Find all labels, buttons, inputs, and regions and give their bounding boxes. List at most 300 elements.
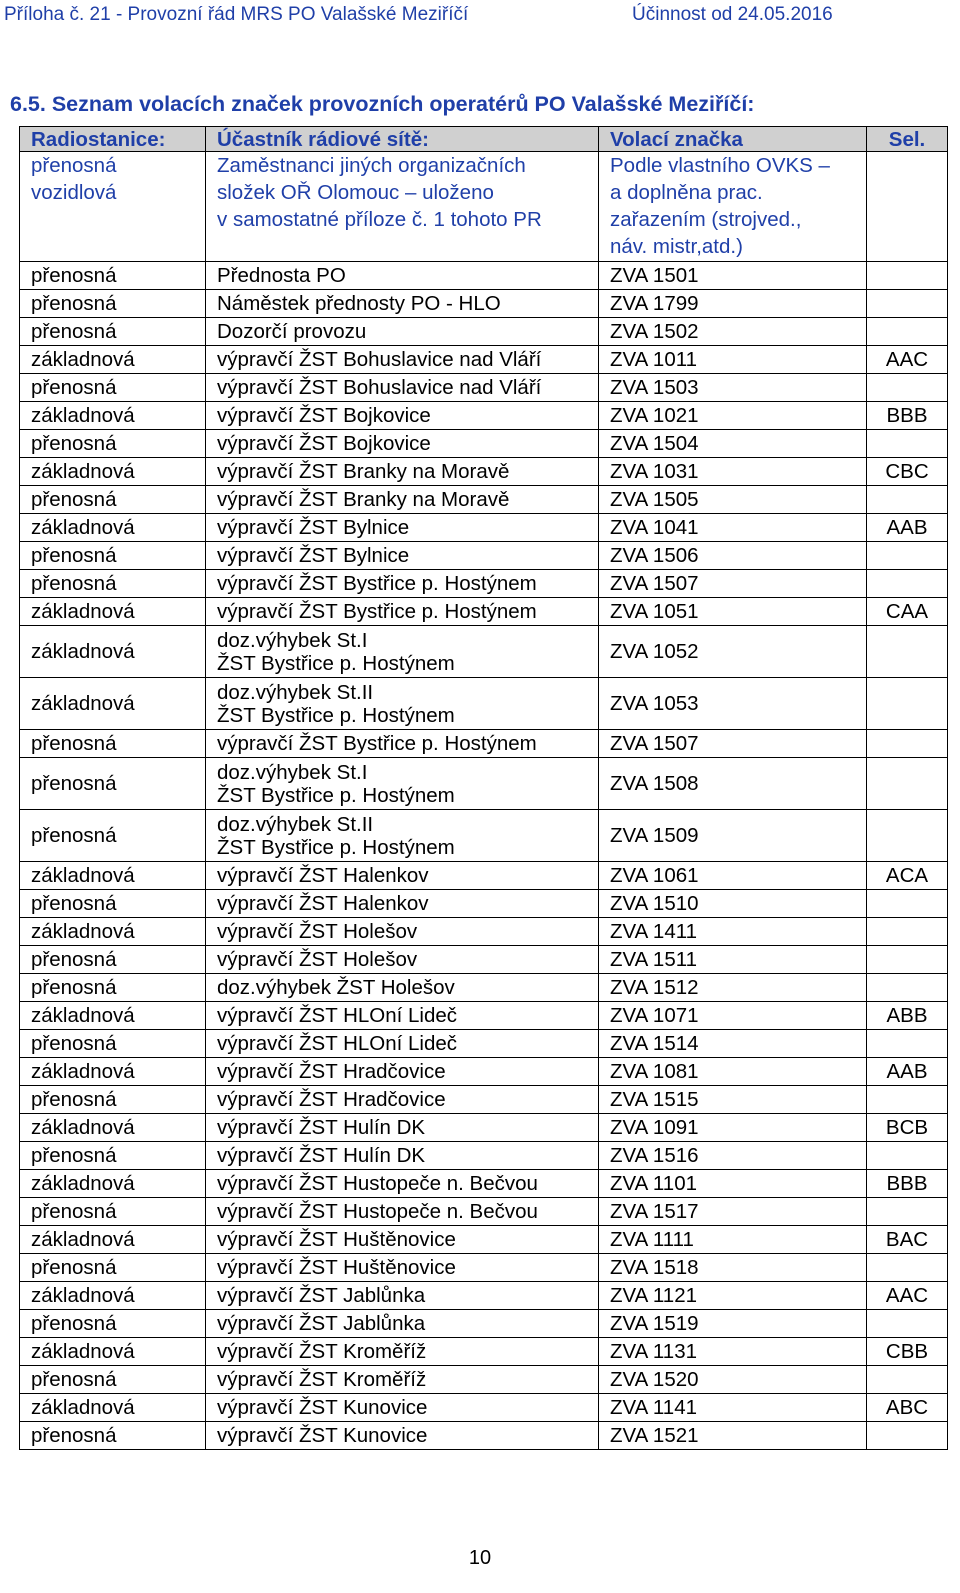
- cell-station: [20, 1226, 206, 1254]
- cell-callsign: [599, 486, 867, 514]
- cell-sel: [867, 318, 948, 346]
- cell-sel: [867, 598, 948, 626]
- cell-callsign-text: ZVA 1041: [610, 516, 699, 539]
- cell-callsign: [599, 1394, 867, 1422]
- cell-station-text: základnová: [31, 1004, 135, 1027]
- cell-station: [20, 1394, 206, 1422]
- cell-participant-text: Dozorčí provozu: [217, 320, 367, 343]
- cell-sel: [867, 542, 948, 570]
- cell-callsign-text: ZVA 1516: [610, 1144, 699, 1167]
- cell-station-text: přenosná: [31, 1200, 117, 1223]
- cell-callsign-text: ZVA 1511: [610, 948, 697, 971]
- table-row: [20, 810, 948, 862]
- cell-station: [20, 1142, 206, 1170]
- table-row: [20, 862, 948, 890]
- cell-station: [20, 946, 206, 974]
- section-title: 6.5. Seznam volacích značek provozních operatérů PO Valašské Meziříčí:: [10, 92, 755, 116]
- cell-sel: [867, 290, 948, 318]
- cell-callsign: [599, 1366, 867, 1394]
- cell-station-text: přenosná: [31, 824, 117, 847]
- cell-station-text: základnová: [31, 1060, 135, 1083]
- cell-callsign: [599, 570, 867, 598]
- table-row: [20, 152, 948, 262]
- cell-participant-text: výpravčí ŽST Bojkovice: [217, 432, 431, 455]
- callsign-table: [19, 126, 948, 1450]
- cell-station: [20, 598, 206, 626]
- cell-participant: [206, 1058, 599, 1086]
- cell-callsign: [599, 810, 867, 862]
- cell-station-text: základnová: [31, 1340, 135, 1363]
- cell-participant: [206, 946, 599, 974]
- cell-callsign-text: ZVA 1031: [610, 460, 699, 483]
- cell-station: [20, 1030, 206, 1058]
- cell-participant: [206, 890, 599, 918]
- cell-participant-text: doz.výhybek St.I ŽST Bystřice p. Hostýnem: [217, 628, 455, 675]
- cell-sel-text: BCB: [885, 1116, 929, 1139]
- cell-callsign-text: ZVA 1517: [610, 1200, 699, 1223]
- table-row: [20, 678, 948, 730]
- cell-station: [20, 918, 206, 946]
- cell-participant-text: výpravčí ŽST HLOní Lideč: [217, 1032, 458, 1055]
- cell-participant: [206, 974, 599, 1002]
- cell-callsign: [599, 598, 867, 626]
- table-row: [20, 1366, 948, 1394]
- cell-participant-text: výpravčí ŽST Hradčovice: [217, 1060, 446, 1083]
- cell-participant: [206, 1170, 599, 1198]
- table-row: [20, 318, 948, 346]
- cell-callsign: [599, 1030, 867, 1058]
- header-effective-date: Účinnost od 24.05.2016: [632, 4, 833, 25]
- cell-participant: [206, 1002, 599, 1030]
- cell-sel: [867, 626, 948, 678]
- cell-callsign: [599, 262, 867, 290]
- cell-sel: [867, 1142, 948, 1170]
- cell-callsign-text: ZVA 1506: [610, 544, 699, 567]
- cell-station-text: přenosná: [31, 572, 117, 595]
- cell-station-text: přenosná: [31, 1424, 117, 1447]
- cell-callsign: [599, 1422, 867, 1450]
- cell-station: [20, 1058, 206, 1086]
- cell-station-text: základnová: [31, 1172, 135, 1195]
- cell-station: [20, 346, 206, 374]
- cell-station-text: přenosná: [31, 892, 117, 915]
- cell-callsign: [599, 1338, 867, 1366]
- cell-callsign: [599, 1114, 867, 1142]
- cell-participant: [206, 810, 599, 862]
- cell-sel: [867, 430, 948, 458]
- column-header-sel: Sel.: [867, 127, 948, 152]
- column-header-participant: Účastník rádiové sítě:: [206, 127, 599, 152]
- cell-sel: [867, 730, 948, 758]
- table-row: [20, 1394, 948, 1422]
- cell-participant: [206, 598, 599, 626]
- cell-station: [20, 678, 206, 730]
- cell-sel: [867, 1422, 948, 1450]
- table-row: [20, 1310, 948, 1338]
- cell-participant: [206, 1114, 599, 1142]
- cell-participant-text: výpravčí ŽST Huštěnovice: [217, 1228, 456, 1251]
- cell-station-text: přenosná: [31, 488, 117, 511]
- cell-station-text: přenosná: [31, 976, 117, 999]
- cell-participant-text: výpravčí ŽST Kroměříž: [217, 1340, 427, 1363]
- cell-callsign-text: ZVA 1518: [610, 1256, 699, 1279]
- cell-participant-text: výpravčí ŽST Bohuslavice nad Vláří: [217, 376, 542, 399]
- cell-callsign: [599, 346, 867, 374]
- cell-participant: [206, 1142, 599, 1170]
- cell-participant: [206, 542, 599, 570]
- cell-station-text: základnová: [31, 1228, 135, 1251]
- table-row: [20, 1002, 948, 1030]
- cell-participant-text: výpravčí ŽST Kunovice: [217, 1424, 428, 1447]
- cell-participant: [206, 402, 599, 430]
- column-header-station: Radiostanice:: [20, 127, 206, 152]
- cell-sel: [867, 758, 948, 810]
- cell-sel-text: AAC: [885, 348, 929, 371]
- cell-station: [20, 1366, 206, 1394]
- cell-callsign: [599, 318, 867, 346]
- cell-station-text: přenosná: [31, 772, 117, 795]
- cell-participant: [206, 290, 599, 318]
- cell-station-text: přenosná: [31, 264, 117, 287]
- table-header-row: [20, 127, 948, 152]
- cell-participant-text: výpravčí ŽST HLOní Lideč: [217, 1004, 458, 1027]
- table-row: [20, 570, 948, 598]
- cell-participant-text: výpravčí ŽST Bohuslavice nad Vláří: [217, 348, 542, 371]
- table-row: [20, 514, 948, 542]
- column-header-callsign: Volací značka: [599, 127, 867, 152]
- cell-callsign-text: ZVA 1071: [610, 1004, 699, 1027]
- cell-sel: [867, 810, 948, 862]
- cell-station: [20, 458, 206, 486]
- table-row: [20, 1086, 948, 1114]
- table-row: [20, 974, 948, 1002]
- cell-callsign-text: ZVA 1061: [610, 864, 699, 887]
- cell-participant-text: výpravčí ŽST Bylnice: [217, 516, 410, 539]
- cell-callsign-text: ZVA 1507: [610, 732, 699, 755]
- cell-station-text: základnová: [31, 864, 135, 887]
- cell-sel: [867, 1058, 948, 1086]
- cell-sel: [867, 862, 948, 890]
- cell-sel: [867, 1338, 948, 1366]
- table-row: [20, 1254, 948, 1282]
- cell-sel: [867, 1198, 948, 1226]
- cell-participant: [206, 346, 599, 374]
- cell-callsign-text: ZVA 1512: [610, 976, 699, 999]
- cell-station-text: základnová: [31, 640, 135, 663]
- cell-participant: [206, 626, 599, 678]
- cell-participant-text: výpravčí ŽST Jablůnka: [217, 1312, 426, 1335]
- cell-station-text: přenosná: [31, 292, 117, 315]
- cell-sel-text: CBB: [885, 1340, 929, 1363]
- cell-station-text: základnová: [31, 404, 135, 427]
- table-row: [20, 402, 948, 430]
- cell-sel-text: BAC: [885, 1228, 929, 1251]
- table-row: [20, 1030, 948, 1058]
- cell-sel-text: ABB: [886, 1004, 928, 1027]
- cell-callsign: [599, 458, 867, 486]
- table-row: [20, 1338, 948, 1366]
- cell-sel-text: BBB: [886, 404, 928, 427]
- cell-callsign: [599, 1198, 867, 1226]
- cell-station: [20, 570, 206, 598]
- cell-participant: [206, 486, 599, 514]
- cell-callsign: [599, 1310, 867, 1338]
- cell-sel: [867, 1282, 948, 1310]
- cell-sel-text: ACA: [885, 864, 929, 887]
- cell-callsign-text: ZVA 1520: [610, 1368, 699, 1391]
- cell-participant-text: Zaměstnanci jiných organizačních složek OŘ Olomouc – uloženo v samostatné příloze č. 1 tohoto PR: [217, 154, 542, 231]
- cell-participant-text: výpravčí ŽST Kunovice: [217, 1396, 428, 1419]
- cell-station-text: přenosná: [31, 1032, 117, 1055]
- cell-callsign-text: ZVA 1501: [610, 264, 699, 287]
- cell-sel: [867, 890, 948, 918]
- cell-participant: [206, 318, 599, 346]
- cell-callsign-text: ZVA 1504: [610, 432, 699, 455]
- cell-station: [20, 402, 206, 430]
- cell-station: [20, 890, 206, 918]
- cell-callsign: [599, 974, 867, 1002]
- cell-participant-text: doz.výhybek ŽST Holešov: [217, 976, 455, 999]
- cell-participant-text: Náměstek přednosty PO - HLO: [217, 292, 501, 315]
- cell-callsign: [599, 374, 867, 402]
- cell-station: [20, 1086, 206, 1114]
- table-row: [20, 598, 948, 626]
- cell-callsign: [599, 1226, 867, 1254]
- cell-station-text: přenosná: [31, 376, 117, 399]
- cell-callsign-text: ZVA 1510: [610, 892, 699, 915]
- cell-station: [20, 1338, 206, 1366]
- cell-callsign-text: ZVA 1021: [610, 404, 699, 427]
- cell-participant: [206, 1310, 599, 1338]
- cell-sel: [867, 486, 948, 514]
- cell-participant: [206, 374, 599, 402]
- cell-callsign: [599, 1058, 867, 1086]
- cell-callsign: [599, 1254, 867, 1282]
- cell-sel: [867, 1254, 948, 1282]
- cell-callsign: [599, 730, 867, 758]
- cell-participant: [206, 570, 599, 598]
- cell-sel: [867, 374, 948, 402]
- cell-sel: [867, 1310, 948, 1338]
- table-row: [20, 1282, 948, 1310]
- cell-callsign: [599, 678, 867, 730]
- cell-participant-text: výpravčí ŽST Hulín DK: [217, 1144, 426, 1167]
- cell-callsign: [599, 862, 867, 890]
- cell-station-text: přenosná: [31, 1368, 117, 1391]
- cell-callsign-text: ZVA 1411: [610, 920, 697, 943]
- cell-sel: [867, 1394, 948, 1422]
- table-row: [20, 1226, 948, 1254]
- cell-participant-text: výpravčí ŽST Hulín DK: [217, 1116, 426, 1139]
- cell-sel: [867, 152, 948, 262]
- cell-participant: [206, 1226, 599, 1254]
- cell-callsign: [599, 890, 867, 918]
- cell-sel: [867, 402, 948, 430]
- cell-participant-text: výpravčí ŽST Huštěnovice: [217, 1256, 456, 1279]
- cell-participant-text: výpravčí ŽST Holešov: [217, 948, 418, 971]
- cell-participant-text: Přednosta PO: [217, 264, 346, 287]
- cell-callsign-text: ZVA 1111: [610, 1228, 694, 1251]
- cell-station: [20, 1170, 206, 1198]
- cell-station-text: základnová: [31, 1396, 135, 1419]
- cell-sel-text: CBC: [885, 460, 929, 483]
- cell-sel-text: AAC: [885, 1284, 929, 1307]
- cell-callsign-text: ZVA 1141: [610, 1396, 697, 1419]
- cell-station: [20, 318, 206, 346]
- cell-callsign-text: ZVA 1515: [610, 1088, 699, 1111]
- cell-callsign-text: ZVA 1101: [610, 1172, 697, 1195]
- cell-callsign: [599, 430, 867, 458]
- table-row: [20, 486, 948, 514]
- table-row: [20, 758, 948, 810]
- cell-station-text: základnová: [31, 460, 135, 483]
- table-row: [20, 918, 948, 946]
- table-row: [20, 626, 948, 678]
- cell-participant: [206, 1254, 599, 1282]
- cell-callsign-text: ZVA 1502: [610, 320, 699, 343]
- page-number: 10: [468, 1547, 492, 1569]
- cell-station-text: základnová: [31, 348, 135, 371]
- cell-station: [20, 862, 206, 890]
- cell-participant-text: výpravčí ŽST Halenkov: [217, 892, 429, 915]
- cell-station: [20, 430, 206, 458]
- cell-participant-text: doz.výhybek St.II ŽST Bystřice p. Hostýnem: [217, 812, 455, 859]
- cell-participant: [206, 1394, 599, 1422]
- cell-callsign: [599, 290, 867, 318]
- cell-station: [20, 1114, 206, 1142]
- cell-callsign-text: ZVA 1521: [610, 1424, 699, 1447]
- cell-sel-text: AAB: [886, 516, 928, 539]
- cell-participant-text: výpravčí ŽST Bojkovice: [217, 404, 431, 427]
- table-row: [20, 290, 948, 318]
- cell-participant-text: výpravčí ŽST Branky na Moravě: [217, 488, 510, 511]
- cell-callsign-text: ZVA 1053: [610, 692, 699, 715]
- cell-callsign: [599, 946, 867, 974]
- cell-callsign: [599, 402, 867, 430]
- cell-participant: [206, 1198, 599, 1226]
- cell-sel: [867, 1002, 948, 1030]
- table-row: [20, 946, 948, 974]
- cell-callsign-text: ZVA 1131: [610, 1340, 697, 1363]
- cell-callsign-text: ZVA 1508: [610, 772, 699, 795]
- cell-participant-text: výpravčí ŽST Bylnice: [217, 544, 410, 567]
- cell-sel-text: AAB: [886, 1060, 928, 1083]
- cell-participant-text: doz.výhybek St.II ŽST Bystřice p. Hostýnem: [217, 680, 455, 727]
- cell-participant-text: výpravčí ŽST Holešov: [217, 920, 418, 943]
- cell-station-text: přenosná: [31, 432, 117, 455]
- cell-callsign: [599, 542, 867, 570]
- table-row: [20, 346, 948, 374]
- cell-participant-text: výpravčí ŽST Hradčovice: [217, 1088, 446, 1111]
- cell-callsign-text: ZVA 1507: [610, 572, 699, 595]
- cell-participant: [206, 430, 599, 458]
- cell-participant-text: výpravčí ŽST Hustopeče n. Bečvou: [217, 1172, 538, 1195]
- cell-station-text: základnová: [31, 692, 135, 715]
- cell-station: [20, 1422, 206, 1450]
- cell-participant: [206, 514, 599, 542]
- cell-participant: [206, 152, 599, 262]
- cell-participant-text: výpravčí ŽST Kroměříž: [217, 1368, 427, 1391]
- cell-participant: [206, 862, 599, 890]
- cell-callsign: [599, 1086, 867, 1114]
- cell-participant: [206, 262, 599, 290]
- cell-callsign-text: ZVA 1052: [610, 640, 699, 663]
- cell-participant: [206, 678, 599, 730]
- cell-station: [20, 542, 206, 570]
- table-row: [20, 890, 948, 918]
- cell-station-text: přenosná: [31, 948, 117, 971]
- cell-station: [20, 1002, 206, 1030]
- cell-callsign-text: ZVA 1514: [610, 1032, 699, 1055]
- cell-sel: [867, 1226, 948, 1254]
- cell-sel: [867, 570, 948, 598]
- cell-callsign-text: ZVA 1505: [610, 488, 699, 511]
- cell-callsign: [599, 1170, 867, 1198]
- cell-participant: [206, 1282, 599, 1310]
- cell-participant-text: výpravčí ŽST Bystřice p. Hostýnem: [217, 572, 537, 595]
- header-document-title: Příloha č. 21 - Provozní řád MRS PO Valašské Meziříčí: [4, 4, 469, 25]
- cell-callsign-text: ZVA 1799: [610, 292, 699, 315]
- cell-participant: [206, 1086, 599, 1114]
- table-row: [20, 458, 948, 486]
- cell-station: [20, 1254, 206, 1282]
- cell-station: [20, 262, 206, 290]
- cell-sel: [867, 918, 948, 946]
- cell-station: [20, 374, 206, 402]
- cell-station: [20, 1310, 206, 1338]
- cell-callsign-text: ZVA 1051: [610, 600, 699, 623]
- cell-callsign: [599, 1142, 867, 1170]
- cell-station: [20, 626, 206, 678]
- table-row: [20, 542, 948, 570]
- cell-callsign: [599, 514, 867, 542]
- cell-station-text: přenosná vozidlová: [31, 154, 117, 204]
- cell-sel: [867, 678, 948, 730]
- cell-callsign: [599, 626, 867, 678]
- cell-station: [20, 290, 206, 318]
- table-row: [20, 1198, 948, 1226]
- cell-participant: [206, 1366, 599, 1394]
- table-row: [20, 1058, 948, 1086]
- cell-station-text: základnová: [31, 516, 135, 539]
- cell-participant: [206, 730, 599, 758]
- table-row: [20, 430, 948, 458]
- cell-callsign-text: ZVA 1091: [610, 1116, 699, 1139]
- cell-sel: [867, 262, 948, 290]
- cell-sel: [867, 1114, 948, 1142]
- cell-participant: [206, 1422, 599, 1450]
- cell-participant-text: doz.výhybek St.I ŽST Bystřice p. Hostýnem: [217, 760, 455, 807]
- cell-callsign-text: ZVA 1503: [610, 376, 699, 399]
- cell-sel: [867, 946, 948, 974]
- cell-callsign-text: Podle vlastního OVKS – a doplněna prac. zařazením (strojved., náv. mistr,atd.): [610, 154, 830, 258]
- cell-station-text: základnová: [31, 1284, 135, 1307]
- table-row: [20, 1170, 948, 1198]
- cell-sel-text: CAA: [885, 600, 929, 623]
- cell-participant: [206, 1338, 599, 1366]
- cell-station: [20, 758, 206, 810]
- table-row: [20, 1114, 948, 1142]
- cell-callsign: [599, 1282, 867, 1310]
- cell-callsign-text: ZVA 1011: [610, 348, 697, 371]
- cell-sel: [867, 974, 948, 1002]
- cell-callsign-text: ZVA 1121: [610, 1284, 697, 1307]
- cell-station: [20, 1198, 206, 1226]
- cell-sel: [867, 346, 948, 374]
- page-header: [0, 4, 960, 32]
- cell-participant-text: výpravčí ŽST Hustopeče n. Bečvou: [217, 1200, 538, 1223]
- cell-station-text: přenosná: [31, 1312, 117, 1335]
